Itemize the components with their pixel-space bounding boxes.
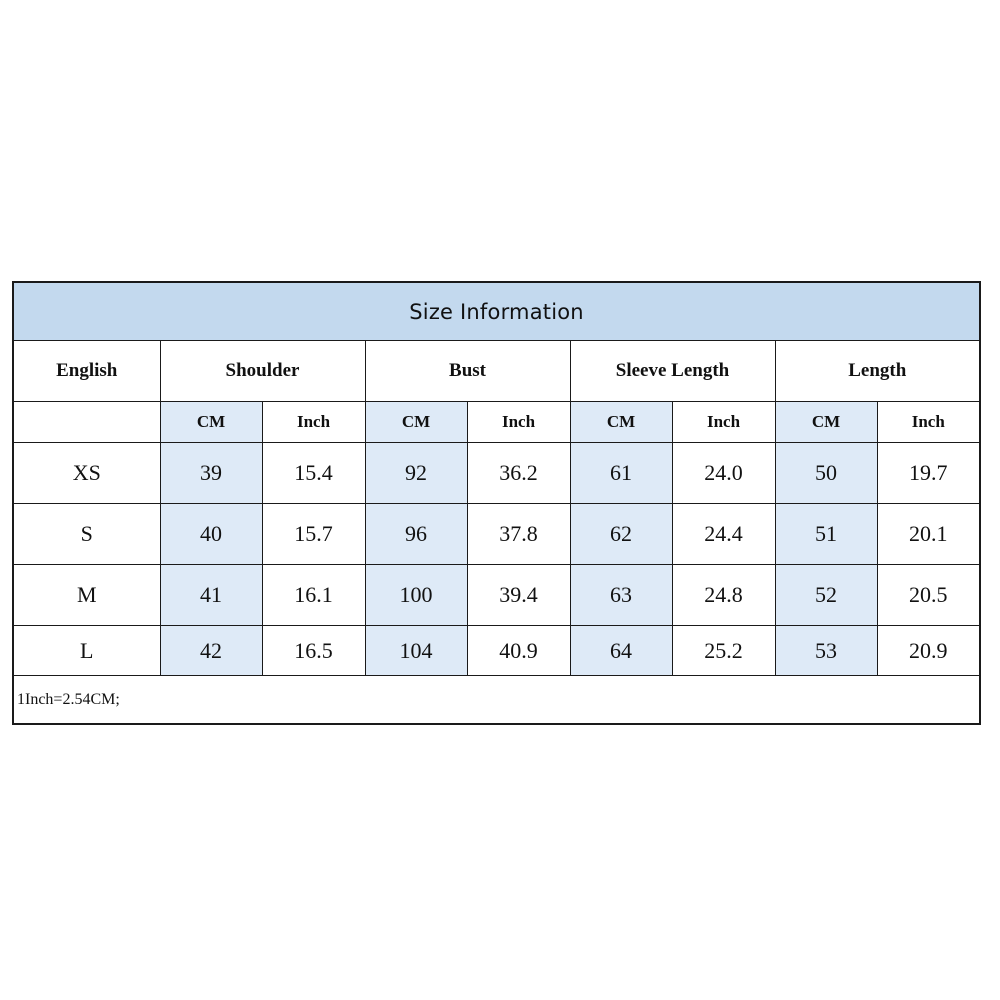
bust-inch-value: 37.8 bbox=[467, 504, 570, 565]
conversion-note: 1Inch=2.54CM; bbox=[13, 676, 980, 725]
size-label: XS bbox=[13, 443, 160, 504]
sleeve-inch-value: 24.8 bbox=[672, 565, 775, 626]
bust-cm-value: 96 bbox=[365, 504, 467, 565]
table-row bbox=[13, 504, 980, 565]
sleeve-cm-value: 62 bbox=[570, 504, 672, 565]
size-label: L bbox=[13, 626, 160, 676]
table-row bbox=[13, 626, 980, 676]
size-table bbox=[12, 281, 981, 725]
length-inch-value: 20.9 bbox=[877, 626, 980, 676]
sleeve-inch-value: 25.2 bbox=[672, 626, 775, 676]
length-inch-value: 20.5 bbox=[877, 565, 980, 626]
shoulder-cm-value: 41 bbox=[160, 565, 262, 626]
note-row bbox=[13, 676, 980, 725]
bust-cm-value: 104 bbox=[365, 626, 467, 676]
length-header: Length bbox=[775, 341, 980, 402]
header-row bbox=[13, 341, 980, 402]
length-inch-value: 19.7 bbox=[877, 443, 980, 504]
bust-cm-unit: CM bbox=[365, 402, 467, 443]
sleeve-cm-value: 64 bbox=[570, 626, 672, 676]
bust-cm-value: 92 bbox=[365, 443, 467, 504]
shoulder-inch-value: 15.4 bbox=[262, 443, 365, 504]
bust-cm-value: 100 bbox=[365, 565, 467, 626]
table-row bbox=[13, 443, 980, 504]
empty-unit-cell bbox=[13, 402, 160, 443]
table-row bbox=[13, 565, 980, 626]
shoulder-cm-unit: CM bbox=[160, 402, 262, 443]
length-cm-value: 53 bbox=[775, 626, 877, 676]
unit-row bbox=[13, 402, 980, 443]
shoulder-cm-value: 39 bbox=[160, 443, 262, 504]
sleeve-cm-unit: CM bbox=[570, 402, 672, 443]
sleeve-cm-value: 61 bbox=[570, 443, 672, 504]
table-title: Size Information bbox=[13, 282, 980, 341]
shoulder-inch-value: 16.1 bbox=[262, 565, 365, 626]
bust-inch-value: 39.4 bbox=[467, 565, 570, 626]
length-cm-value: 50 bbox=[775, 443, 877, 504]
shoulder-inch-value: 16.5 bbox=[262, 626, 365, 676]
sleeve-cm-value: 63 bbox=[570, 565, 672, 626]
sleeve-inch-value: 24.0 bbox=[672, 443, 775, 504]
length-cm-value: 51 bbox=[775, 504, 877, 565]
sleeve-inch-unit: Inch bbox=[672, 402, 775, 443]
shoulder-header: Shoulder bbox=[160, 341, 365, 402]
title-row bbox=[13, 282, 980, 341]
length-inch-value: 20.1 bbox=[877, 504, 980, 565]
size-column-header: English bbox=[13, 341, 160, 402]
shoulder-cm-value: 40 bbox=[160, 504, 262, 565]
size-label: S bbox=[13, 504, 160, 565]
length-inch-unit: Inch bbox=[877, 402, 980, 443]
bust-inch-unit: Inch bbox=[467, 402, 570, 443]
bust-inch-value: 36.2 bbox=[467, 443, 570, 504]
length-cm-value: 52 bbox=[775, 565, 877, 626]
shoulder-inch-value: 15.7 bbox=[262, 504, 365, 565]
bust-inch-value: 40.9 bbox=[467, 626, 570, 676]
shoulder-cm-value: 42 bbox=[160, 626, 262, 676]
bust-header: Bust bbox=[365, 341, 570, 402]
sleeve-inch-value: 24.4 bbox=[672, 504, 775, 565]
length-cm-unit: CM bbox=[775, 402, 877, 443]
size-label: M bbox=[13, 565, 160, 626]
shoulder-inch-unit: Inch bbox=[262, 402, 365, 443]
sleeve-length-header: Sleeve Length bbox=[570, 341, 775, 402]
